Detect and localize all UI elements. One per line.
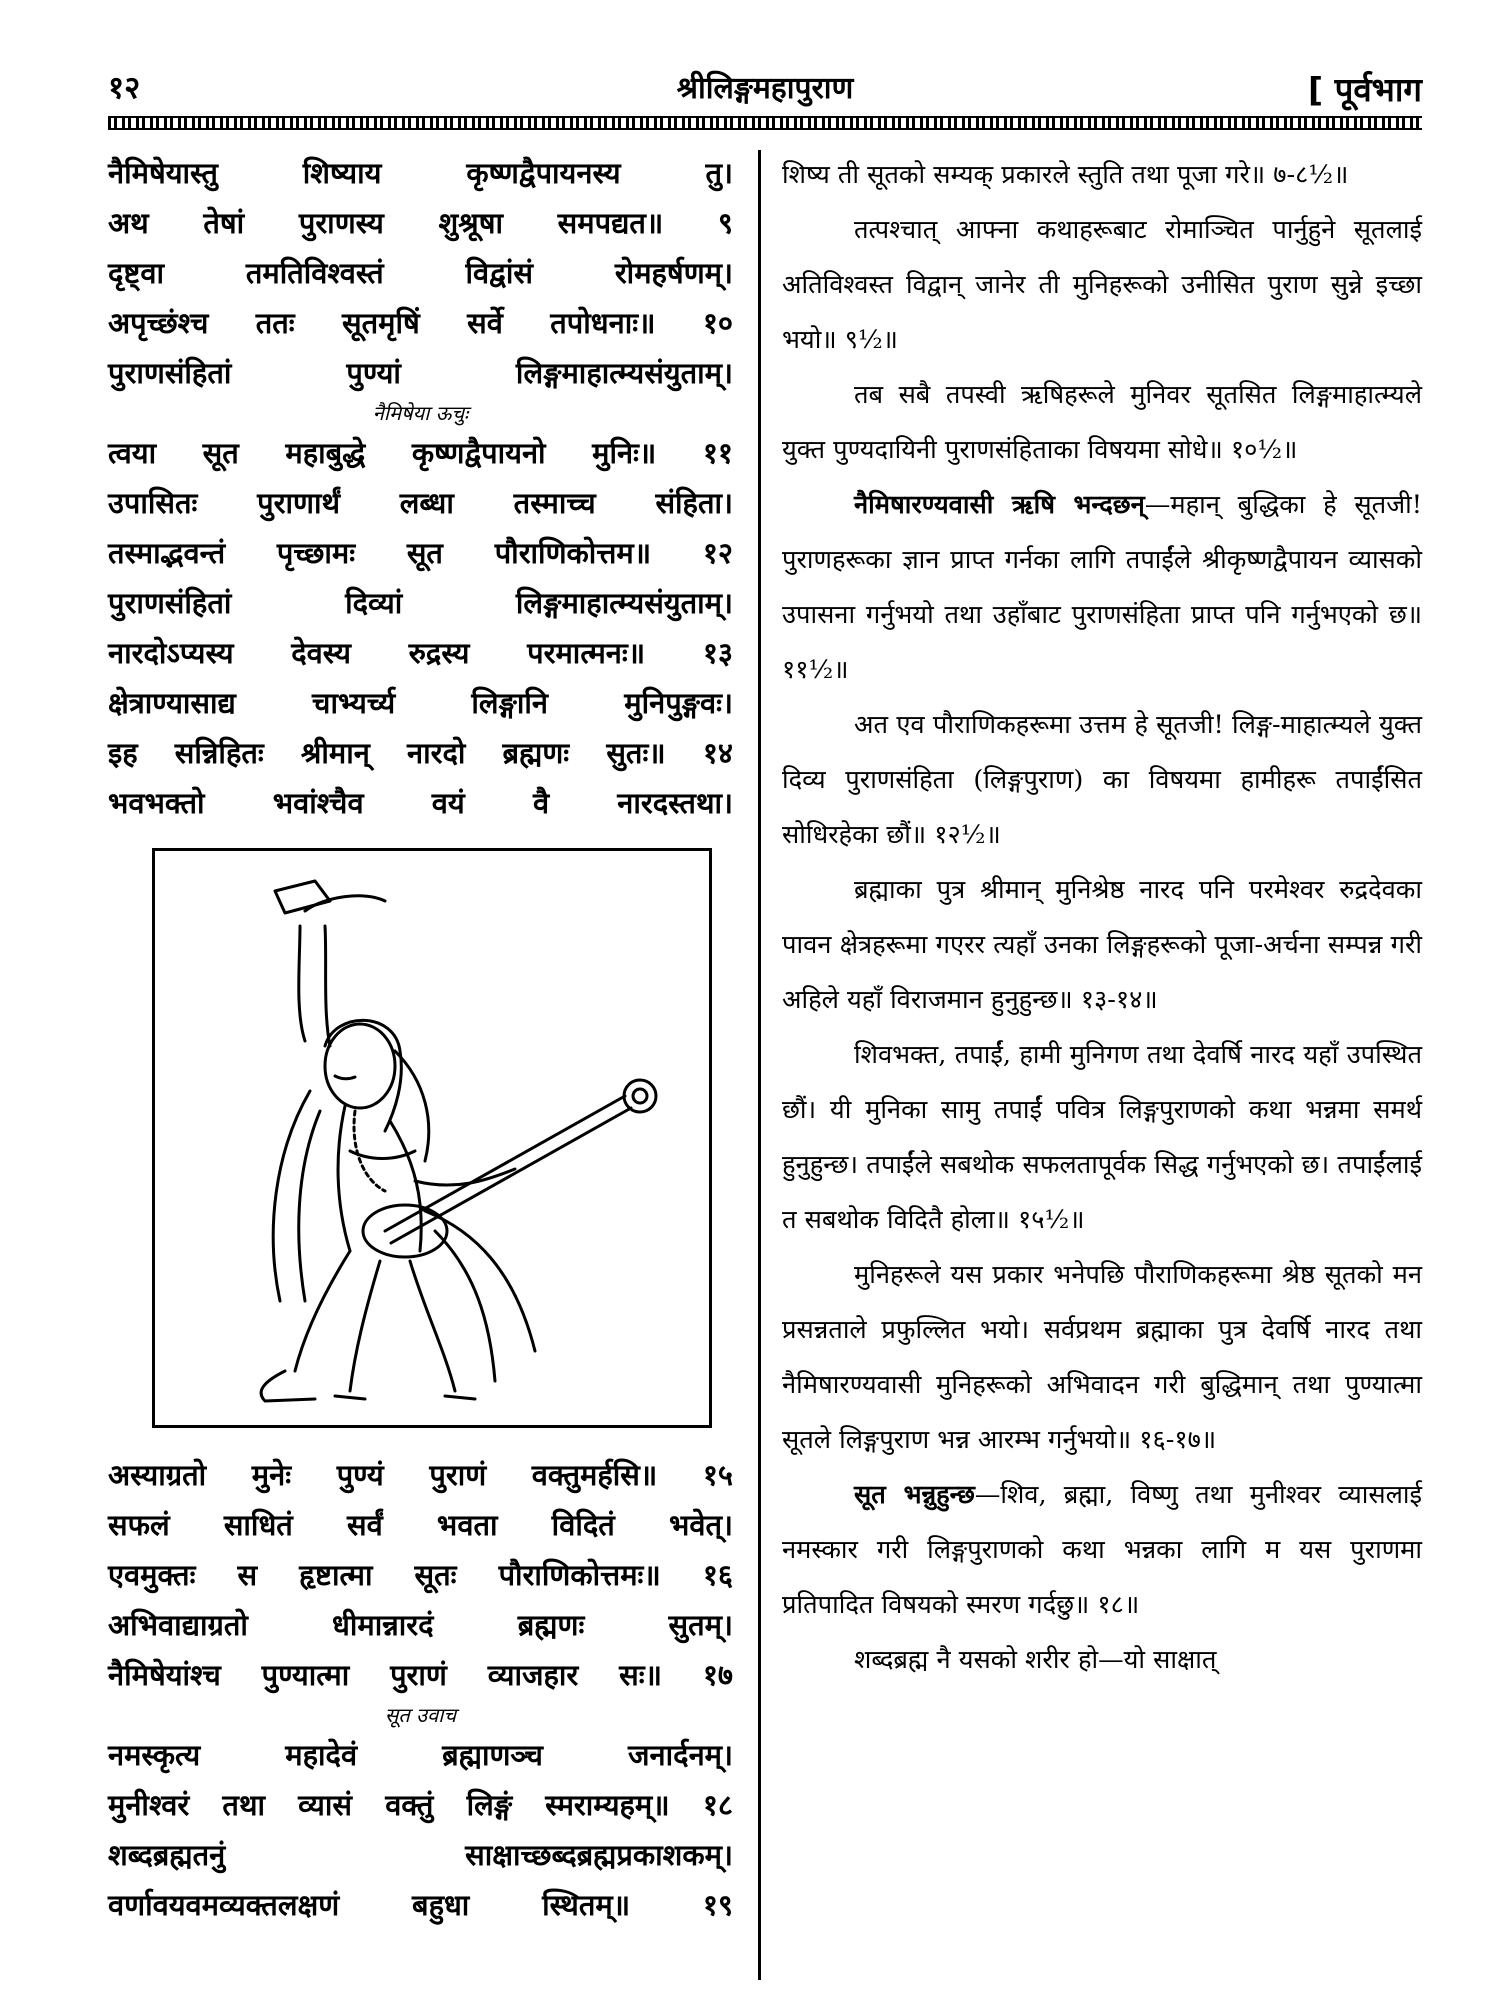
verse-line: नमस्कृत्य महादेवं ब्रह्माणञ्च जनार्दनम्। [108,1738,733,1772]
verse-line: मुनीश्वरं तथा व्यासं वक्तुं लिङ्गं स्मराम्यहम्॥ १८ [108,1788,733,1822]
verse-line: नैमिषेयांश्च पुण्यात्मा पुराणं व्याजहार सः॥ १७ [108,1658,733,1692]
paragraph-text: —महान् बुद्धिका हे सूतजी! पुराणहरूका ज्ञान प्राप्त गर्नका लागि तपाईंले श्रीकृष्णद्वैपायन व्यासको उपासना गर्नुभयो तथा उहाँबाट पुराणसंहिता प्राप्त पनि गर्नुभएको छ॥ ११½॥ [782,490,1422,685]
translation-paragraph: तब सबै तपस्वी ऋषिहरूले मुनिवर सूतसित लिङ्गमाहात्म्यले युक्त पुण्यदायिनी पुराणसंहिताका विषयमा सोधे॥ १०½॥ [782,380,1422,465]
verse-line: अपृच्छंश्च ततः सूतमृषिं सर्वे तपोधनाः॥ १० [108,306,733,340]
book-title: श्रीलिङ्गमहापुराण [676,71,854,106]
verse-line: त्वया सूत महाबुद्धे कृष्णद्वैपायनो मुनिः॥ ११ [108,436,733,470]
speaker-label: सूत भन्नुहुन्छ [854,1480,975,1510]
translation-paragraph [782,1468,1422,1633]
page-number: १२ [108,70,141,106]
nepali-translation-column [782,148,1422,1688]
verse-line: सफलं साधितं सर्वं भवता विदितं भवेत्। [108,1508,733,1542]
speaker-label: नैमिषारण्यवासी ऋषि भन्दछन् [854,490,1145,520]
translation-paragraph: शब्दब्रह्म नै यसको शरीर हो—यो साक्षात् [854,1645,1217,1675]
translation-paragraph: अत एव पौराणिकहरूमा उत्तम हे सूतजी! लिङ्ग-माहात्म्यले युक्त दिव्य पुराणसंहिता (लिङ्गपुराण) का विषयमा हामीहरू तपाईंसित सोधिरहेका छौं॥ १२½॥ [782,710,1422,850]
translation-paragraph: मुनिहरूले यस प्रकार भनेपछि पौराणिकहरूमा श्रेष्ठ सूतको मन प्रसन्नताले प्रफुल्लित भयो। सर्वप्रथम ब्रह्माका पुत्र देवर्षि नारद तथा नैमिषारण्यवासी मुनिहरूको अभिवादन गरी बुद्धिमान् तथा पुण्यात्मा सूतले लिङ्गपुराण भन्न आरम्भ गर्नुभयो॥ १६-१७॥ [782,1260,1422,1455]
verse-line: अथ तेषां पुराणस्य शुश्रूषा समपद्यत॥ ९ [108,206,733,240]
verse-line: तस्माद्भवन्तं पृच्छामः सूत पौराणिकोत्तम॥ १२ [108,536,733,570]
verse-line: शब्दब्रह्मतनुं साक्षाच्छब्दब्रह्मप्रकाशकम्। [108,1838,733,1872]
paragraph-text: —शिव, ब्रह्मा, विष्णु तथा मुनीश्वर व्यासलाई नमस्कार गरी लिङ्गपुराणको कथा भन्नका लागि म यस पुराणमा प्रतिपादित विषयको स्मरण गर्दछु॥ १८॥ [782,1480,1422,1620]
verse-line: अस्याग्रतो मुनेः पुण्यं पुराणं वक्तुमर्हसि॥ १५ [108,1458,733,1492]
column-divider [758,150,761,1980]
narada-with-veena-illustration [152,848,712,1428]
verse-line: पुराणसंहितां पुण्यां लिङ्गमाहात्म्यसंयुताम्। [108,356,733,390]
translation-paragraph: तत्पश्चात् आफ्ना कथाहरूबाट रोमाञ्चित पार्नुहुने सूतलाई अतिविश्वस्त विद्वान् जानेर ती मुनिहरूको उनीसित पुराण सुन्ने इच्छा भयो॥ ९½॥ [782,215,1422,355]
translation-paragraph: ब्रह्माका पुत्र श्रीमान् मुनिश्रेष्ठ नारद पनि परमेश्वर रुद्रदेवका पावन क्षेत्रहरूमा गएरर त्यहाँ उनका लिङ्गहरूको पूजा-अर्चना सम्पन्न गरी अहिले यहाँ विराजमान हुनुहुन्छ॥ १३-१४॥ [782,875,1422,1015]
translation-paragraph: शिवभक्त, तपाईं, हामी मुनिगण तथा देवर्षि नारद यहाँ उपस्थित छौं। यी मुनिका सामु तपाईं पवित्र लिङ्गपुराणको कथा भन्नमा समर्थ हुनुहुन्छ। तपाईंले सबथोक सफलतापूर्वक सिद्ध गर्नुभएको छ। तपाईंलाई त सबथोक विदितै होला॥ १५½॥ [782,1040,1422,1235]
verse-line: उपासितः पुराणार्थं लब्धा तस्माच्च संहिता। [108,486,733,520]
verse-line: अभिवाद्याग्रतो धीमान्नारदं ब्रह्मणः सुतम्। [108,1608,733,1642]
verse-line: एवमुक्तः स हृष्टात्मा सूतः पौराणिकोत्तमः॥ १६ [108,1558,733,1592]
section-label: [ पूर्वभाग [1308,70,1422,109]
decorative-border [108,116,1422,130]
narada-figure-icon [155,851,709,1425]
verse-line: नैमिषेयास्तु शिष्याय कृष्णद्वैपायनस्य तु। [108,156,733,190]
verse-line: दृष्ट्वा तमतिविश्वस्तं विद्वांसं रोमहर्षणम्। [108,256,733,290]
translation-paragraph [782,478,1422,698]
verse-line: क्षेत्राण्यासाद्य चाभ्यर्च्य लिङ्गानि मुनिपुङ्गवः। [108,686,733,720]
verse-line: वर्णावयवमव्यक्तलक्षणं बहुधा स्थितम्॥ १९ [108,1888,733,1922]
sanskrit-verses-column [108,148,733,1930]
speaker-heading: नैमिषेया ऊचुः [372,401,469,425]
verse-line: नारदोऽप्यस्य देवस्य रुद्रस्य परमात्मनः॥ १३ [108,636,733,670]
verse-line: भवभक्तो भवांश्चैव वयं वै नारदस्तथा। [108,786,733,820]
speaker-heading: सूत उवाच [384,1703,457,1727]
page-header [108,62,1422,112]
verse-line: पुराणसंहितां दिव्यां लिङ्गमाहात्म्यसंयुताम्। [108,586,733,620]
translation-paragraph: शिष्य ती सूतको सम्यक् प्रकारले स्तुति तथा पूजा गरे॥ ७-८½॥ [782,160,1349,190]
verse-line: इह सन्निहितः श्रीमान् नारदो ब्रह्मणः सुतः॥ १४ [108,736,733,770]
